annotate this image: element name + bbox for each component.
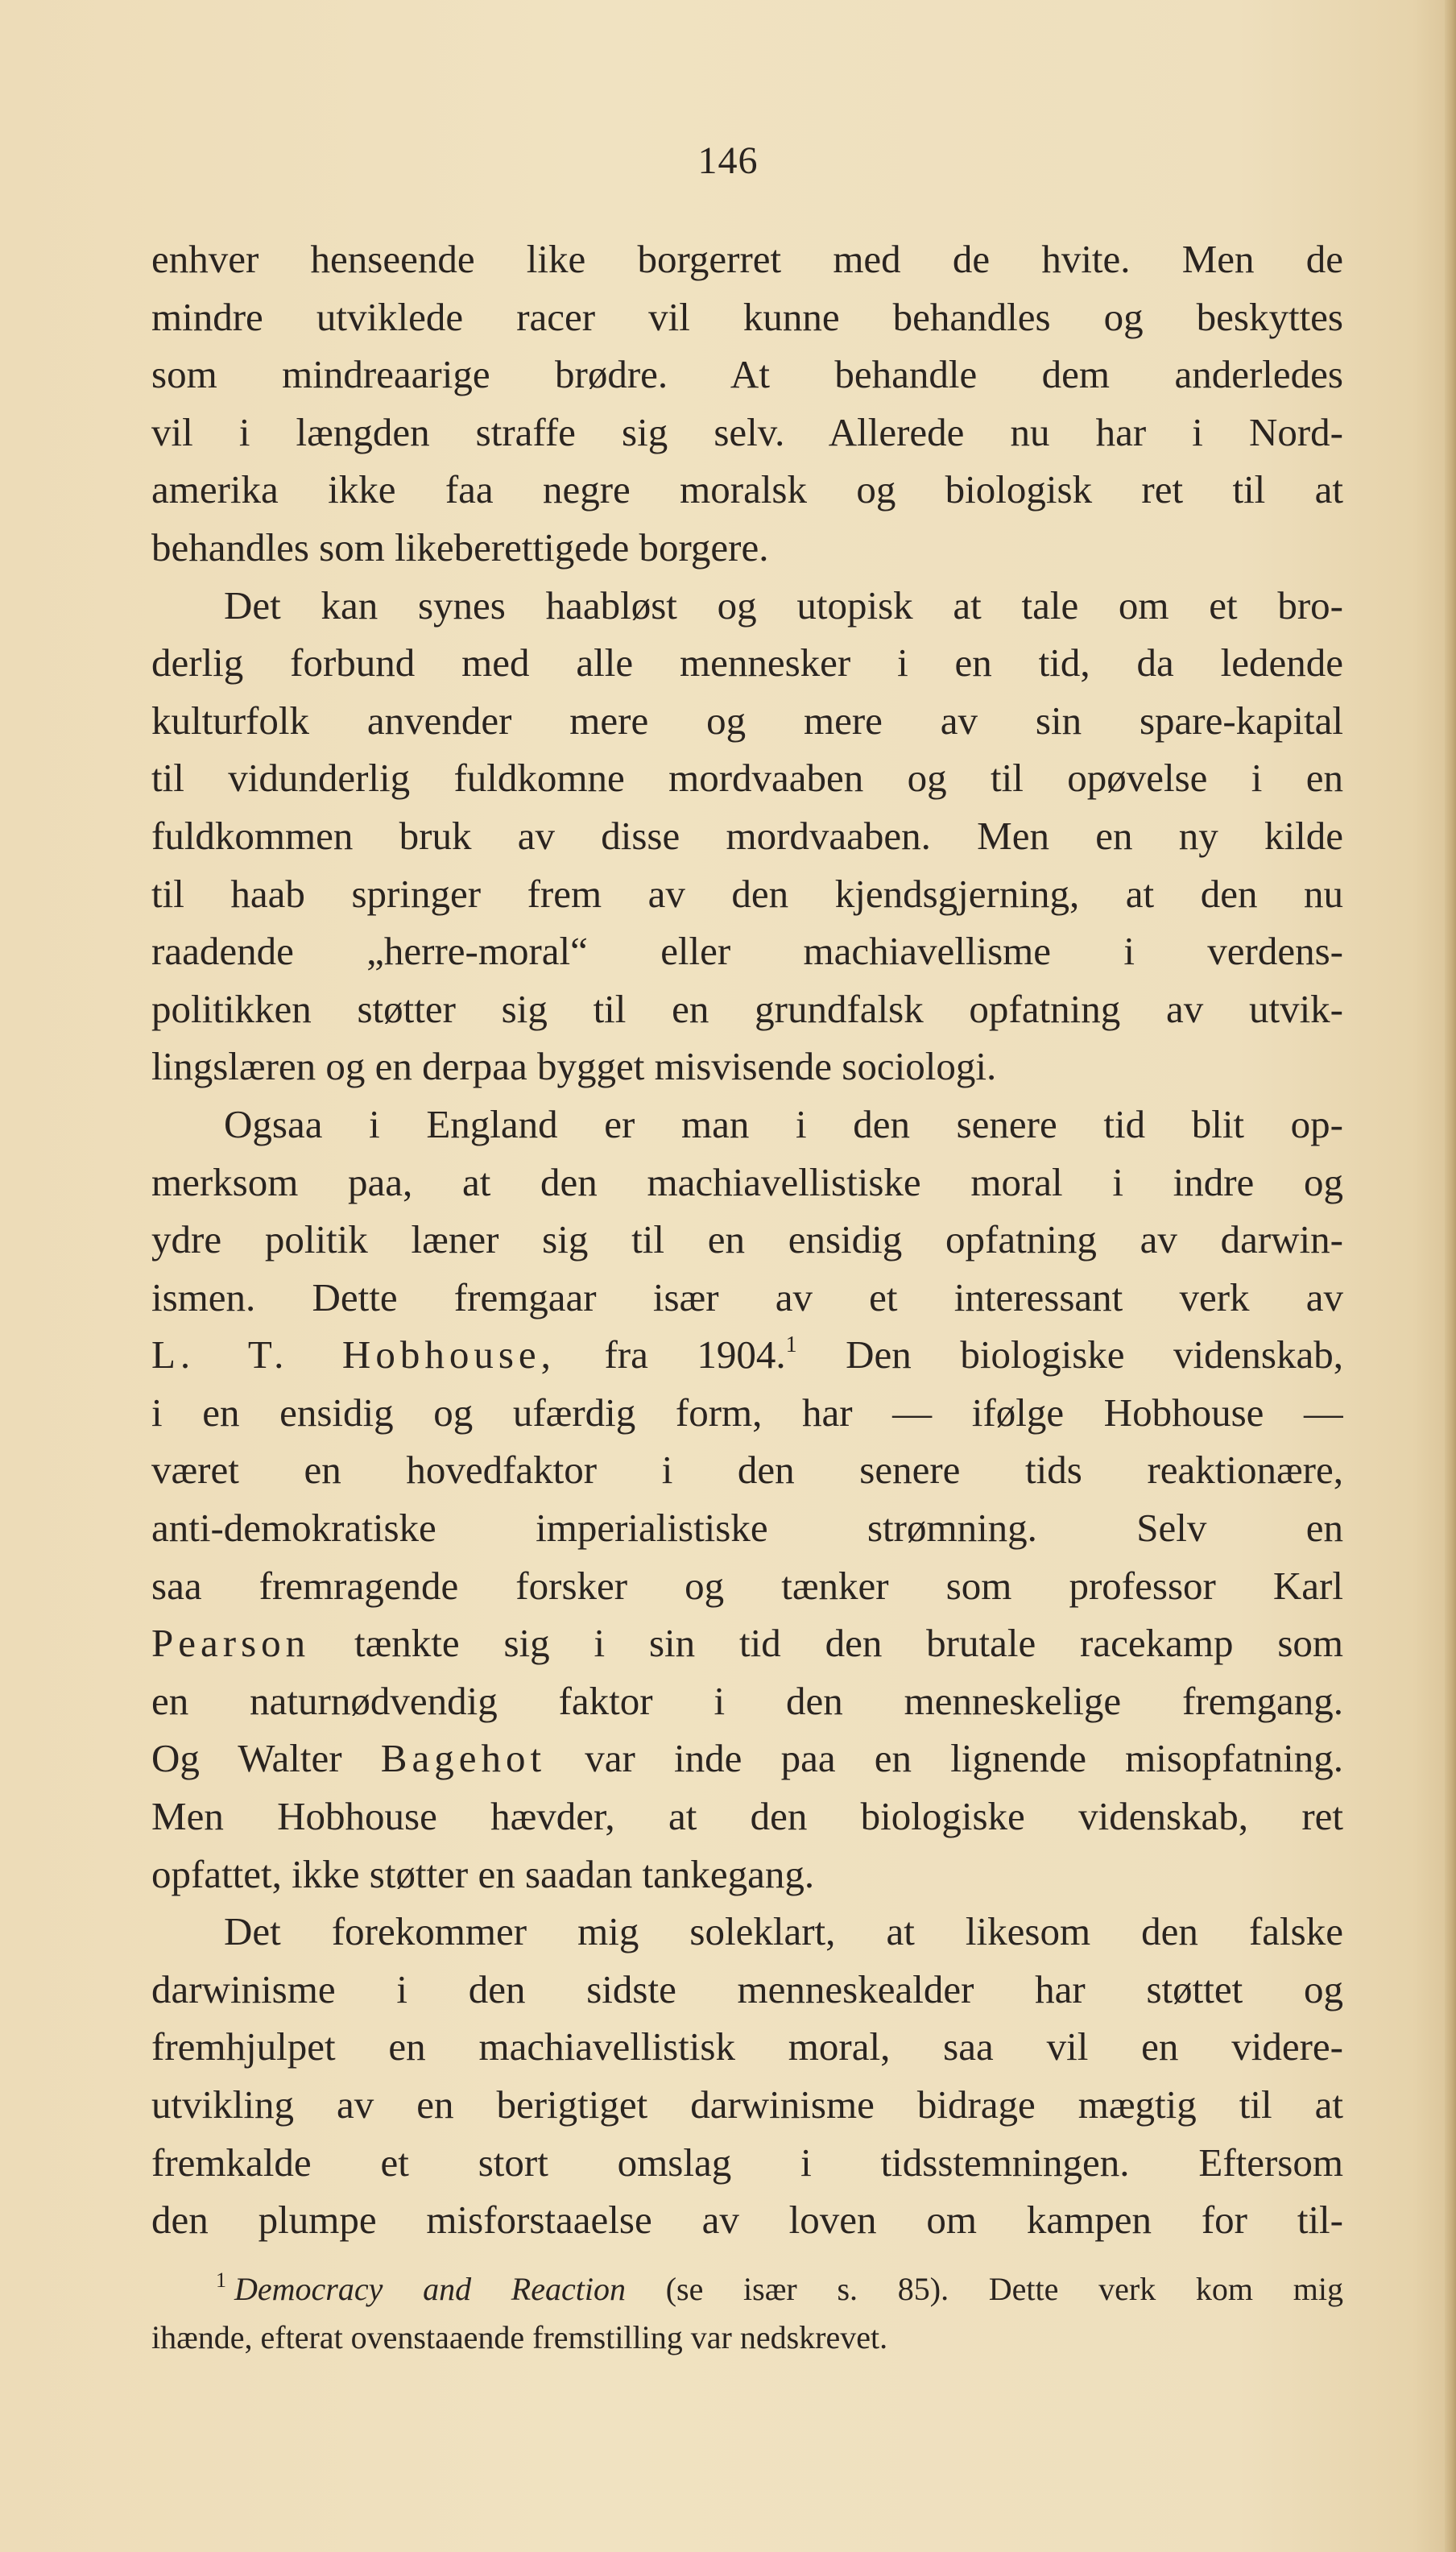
text-line: darwinisme i den sidste menneskealder har støttet og xyxy=(151,1966,1343,2011)
footnote-title: Democracy and Reaction xyxy=(234,2271,626,2307)
text-line: derlig forbund med alle mennesker i en tid, da ledende xyxy=(151,640,1343,686)
text-line: som mindreaarige brødre. At behandle dem anderledes xyxy=(151,352,1343,397)
text-line: Det kan synes haabløst og utopisk at tale om et bro- xyxy=(224,582,1343,628)
text-line: vil i længden straffe sig selv. Allerede nu har i Nord- xyxy=(151,409,1343,454)
footnote-reference: 1 xyxy=(785,1332,797,1358)
text-fragment: fra 1904. xyxy=(555,1332,786,1378)
author-name-bagehot: Bagehot xyxy=(380,1736,547,1781)
text-line: amerika ikke faa negre moralsk og biologisk ret til at xyxy=(151,467,1343,512)
text-line: behandles som likeberettigede borgere. xyxy=(151,524,769,570)
text-fragment: tænkte sig i sin tid den brutale racekamp som xyxy=(310,1621,1343,1666)
text-line: opfattet, ikke støtter en saadan tankegang. xyxy=(151,1851,815,1896)
text-line: en naturnødvendig faktor i den menneskelige fremgang. xyxy=(151,1678,1343,1723)
text-line-pearson xyxy=(151,1614,1343,1672)
page-edge xyxy=(1445,0,1456,2552)
text-line: den plumpe misforstaaelse av loven om kampen for til- xyxy=(151,2198,1343,2243)
footnote-text: (se især s. 85). Dette verk kom mig xyxy=(625,2271,1343,2307)
text-line: kulturfolk anvender mere og mere av sin spare-kapital xyxy=(151,698,1343,743)
text-line: enhver henseende like borgerret med de hvite. Men de xyxy=(151,237,1343,281)
text-line: fuldkommen bruk av disse mordvaaben. Men en ny kilde xyxy=(151,813,1343,858)
author-name-hobhouse: L. T. Hobhouse, xyxy=(151,1332,556,1378)
text-line: utvikling av en berigtiget darwinisme bidrage mægtig til at xyxy=(151,2082,1343,2127)
text-line: ydre politik læner sig til en ensidig opfatning av darwin- xyxy=(151,1217,1343,1262)
text-fragment: Den biologiske videnskab, xyxy=(796,1332,1343,1378)
text-line: ismen. Dette fremgaar især av et interessant verk av xyxy=(151,1274,1343,1320)
text-line: i en ensidig og ufærdig form, har — ifølge Hobhouse — xyxy=(151,1390,1343,1435)
text-line: Det forekommer mig soleklart, at likesom den falske xyxy=(224,1909,1343,1954)
text-line: fremhjulpet en machiavellistisk moral, saa vil en videre- xyxy=(151,2024,1343,2069)
text-line-bagehot xyxy=(151,1730,1343,1788)
text-line: fremkalde et stort omslag i tidsstemningen. Eftersom xyxy=(151,2140,1343,2185)
footnote-marker: 1 xyxy=(216,2268,226,2292)
text-line: mindre utviklede racer vil kunne behandles og beskyttes xyxy=(151,294,1343,339)
text-line: Men Hobhouse hævder, at den biologiske videnskab, ret xyxy=(151,1794,1343,1839)
text-line: anti-demokratiske imperialistiske strømning. Selv en xyxy=(151,1506,1343,1551)
text-line: lingslæren og en derpaa bygget misvisende sociologi. xyxy=(151,1044,997,1089)
page-number: 146 xyxy=(697,139,759,182)
footnote-line xyxy=(151,2265,1343,2314)
text-fragment: var inde paa en lignende misopfatning. xyxy=(546,1736,1343,1781)
footnote-line: ihænde, efterat ovenstaaende fremstilling var nedskrevet. xyxy=(151,2319,888,2355)
text-line: merksom paa, at den machiavellistiske moral i indre og xyxy=(151,1159,1343,1204)
text-line: været en hovedfaktor i den senere tids reaktionære, xyxy=(151,1448,1343,1493)
text-line: til haab springer frem av den kjendsgjerning, at den nu xyxy=(151,871,1343,916)
body-text xyxy=(151,230,1343,2249)
text-fragment: Og Walter xyxy=(151,1736,381,1781)
author-name-pearson: Pearson xyxy=(151,1621,311,1666)
text-line: raadende „herre-moral“ eller machiavellisme i verdens- xyxy=(151,929,1343,974)
text-line: til vidunderlig fuldkomne mordvaaben og til opøvelse i en xyxy=(151,756,1343,801)
footnote xyxy=(151,2265,1343,2362)
text-line: saa fremragende forsker og tænker som professor Karl xyxy=(151,1563,1343,1608)
text-line-hobhouse xyxy=(151,1326,1343,1384)
text-line: Ogsaa i England er man i den senere tid blit op- xyxy=(224,1101,1343,1146)
text-line: politikken støtter sig til en grundfalsk opfatning av utvik- xyxy=(151,986,1343,1031)
